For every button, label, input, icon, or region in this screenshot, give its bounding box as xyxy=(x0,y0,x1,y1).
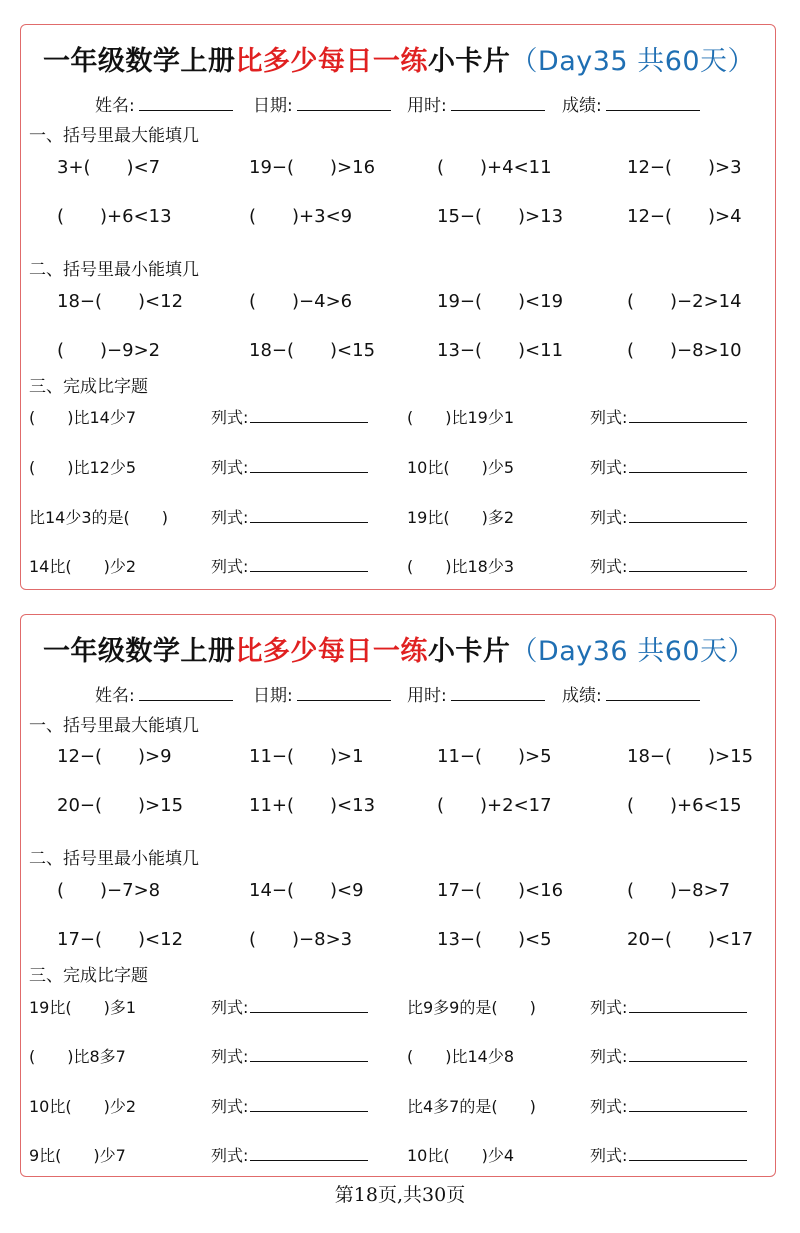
name-field[interactable]: 姓名: xyxy=(95,681,233,706)
problem[interactable]: 12−( )>9 xyxy=(57,746,172,767)
problem[interactable]: ( )−7>8 xyxy=(57,880,161,901)
comparison-problem[interactable]: 比9多9的是( ) xyxy=(407,998,536,1017)
comparison-problem[interactable]: 10比( )少2 xyxy=(29,1097,137,1116)
title-day: （Day36 共60天） xyxy=(510,636,756,667)
section-3-heading: 三、完成比字题 xyxy=(29,377,148,397)
problem[interactable]: 11−( )>1 xyxy=(249,746,364,767)
answer-line[interactable]: 列式: xyxy=(211,405,368,428)
problem[interactable]: 17−( )<16 xyxy=(437,880,564,901)
problem[interactable]: 18−( )<15 xyxy=(249,340,376,361)
section-1-heading: 一、括号里最大能填几 xyxy=(29,716,199,736)
problem[interactable]: ( )−8>3 xyxy=(249,929,353,950)
name-field[interactable]: 姓名: xyxy=(95,91,233,116)
answer-line[interactable]: 列式: xyxy=(211,554,368,577)
problem[interactable]: ( )+6<15 xyxy=(627,795,742,816)
problem[interactable]: ( )+2<17 xyxy=(437,795,552,816)
problem[interactable]: 14−( )<9 xyxy=(249,880,364,901)
section-1-heading: 一、括号里最大能填几 xyxy=(29,126,199,146)
problem[interactable]: ( )−8>7 xyxy=(627,880,731,901)
problem[interactable]: ( )−4>6 xyxy=(249,291,353,312)
problem[interactable]: 12−( )>4 xyxy=(627,206,742,227)
problem[interactable]: 18−( )>15 xyxy=(627,746,754,767)
problem[interactable]: ( )−9>2 xyxy=(57,340,161,361)
problem[interactable]: 13−( )<5 xyxy=(437,929,552,950)
problem[interactable]: 13−( )<11 xyxy=(437,340,564,361)
answer-line[interactable]: 列式: xyxy=(590,505,747,528)
answer-line[interactable]: 列式: xyxy=(211,1143,368,1166)
score-field[interactable]: 成绩: xyxy=(562,681,700,706)
comparison-problem[interactable]: 14比( )少2 xyxy=(29,557,137,576)
problem[interactable]: 18−( )<12 xyxy=(57,291,184,312)
problem[interactable]: ( )−8>10 xyxy=(627,340,742,361)
title-main: 一年级数学上册 xyxy=(42,46,236,77)
problem[interactable]: 19−( )>16 xyxy=(249,157,376,178)
comparison-problem[interactable]: 10比( )少5 xyxy=(407,458,515,477)
answer-line[interactable]: 列式: xyxy=(211,455,368,478)
comparison-problem[interactable]: ( )比18少3 xyxy=(407,557,515,576)
date-field[interactable]: 日期: xyxy=(253,681,391,706)
section-3-heading: 三、完成比字题 xyxy=(29,966,148,986)
problem[interactable]: ( )−2>14 xyxy=(627,291,742,312)
date-field[interactable]: 日期: xyxy=(253,91,391,116)
answer-line[interactable]: 列式: xyxy=(590,1094,747,1117)
answer-line[interactable]: 列式: xyxy=(590,1044,747,1067)
title-tail: 小卡片 xyxy=(427,636,511,667)
problem[interactable]: 19−( )<19 xyxy=(437,291,564,312)
answer-line[interactable]: 列式: xyxy=(590,455,747,478)
section-2-heading: 二、括号里最小能填几 xyxy=(29,260,199,280)
problem[interactable]: 11+( )<13 xyxy=(249,795,376,816)
time-field[interactable]: 用时: xyxy=(407,681,545,706)
title-highlight: 比多少每日一练 xyxy=(235,636,428,667)
comparison-problem[interactable]: ( )比14少8 xyxy=(407,1047,515,1066)
title-highlight: 比多少每日一练 xyxy=(235,46,428,77)
comparison-problem[interactable]: 19比( )多2 xyxy=(407,508,515,527)
comparison-problem[interactable]: 比4多7的是( ) xyxy=(407,1097,536,1116)
problem[interactable]: 11−( )>5 xyxy=(437,746,552,767)
answer-line[interactable]: 列式: xyxy=(211,1094,368,1117)
answer-line[interactable]: 列式: xyxy=(211,995,368,1018)
problem[interactable]: ( )+6<13 xyxy=(57,206,172,227)
problem[interactable]: 20−( )>15 xyxy=(57,795,184,816)
comparison-problem[interactable]: ( )比19少1 xyxy=(407,408,515,427)
page-footer: 第18页,共30页 xyxy=(334,1184,466,1206)
title-day: （Day35 共60天） xyxy=(510,46,756,77)
comparison-problem[interactable]: 19比( )多1 xyxy=(29,998,137,1017)
title-tail: 小卡片 xyxy=(427,46,511,77)
answer-line[interactable]: 列式: xyxy=(211,1044,368,1067)
practice-card-day35 xyxy=(20,24,776,590)
problem[interactable]: ( )+3<9 xyxy=(249,206,353,227)
answer-line[interactable]: 列式: xyxy=(590,1143,747,1166)
comparison-problem[interactable]: ( )比14少7 xyxy=(29,408,137,427)
problem[interactable]: ( )+4<11 xyxy=(437,157,552,178)
answer-line[interactable]: 列式: xyxy=(211,505,368,528)
comparison-problem[interactable]: ( )比12少5 xyxy=(29,458,137,477)
card-title xyxy=(21,629,777,668)
score-field[interactable]: 成绩: xyxy=(562,91,700,116)
practice-card-day36 xyxy=(20,614,776,1177)
answer-line[interactable]: 列式: xyxy=(590,405,747,428)
problem[interactable]: 15−( )>13 xyxy=(437,206,564,227)
time-field[interactable]: 用时: xyxy=(407,91,545,116)
problem[interactable]: 20−( )<17 xyxy=(627,929,754,950)
section-2-heading: 二、括号里最小能填几 xyxy=(29,849,199,869)
problem[interactable]: 3+( )<7 xyxy=(57,157,161,178)
comparison-problem[interactable]: 比14少3的是( ) xyxy=(29,508,169,527)
comparison-problem[interactable]: 10比( )少4 xyxy=(407,1146,515,1165)
problem[interactable]: 17−( )<12 xyxy=(57,929,184,950)
answer-line[interactable]: 列式: xyxy=(590,995,747,1018)
comparison-problem[interactable]: 9比( )少7 xyxy=(29,1146,126,1165)
problem[interactable]: 12−( )>3 xyxy=(627,157,742,178)
answer-line[interactable]: 列式: xyxy=(590,554,747,577)
card-title xyxy=(21,39,777,78)
title-main: 一年级数学上册 xyxy=(42,636,236,667)
comparison-problem[interactable]: ( )比8多7 xyxy=(29,1047,126,1066)
